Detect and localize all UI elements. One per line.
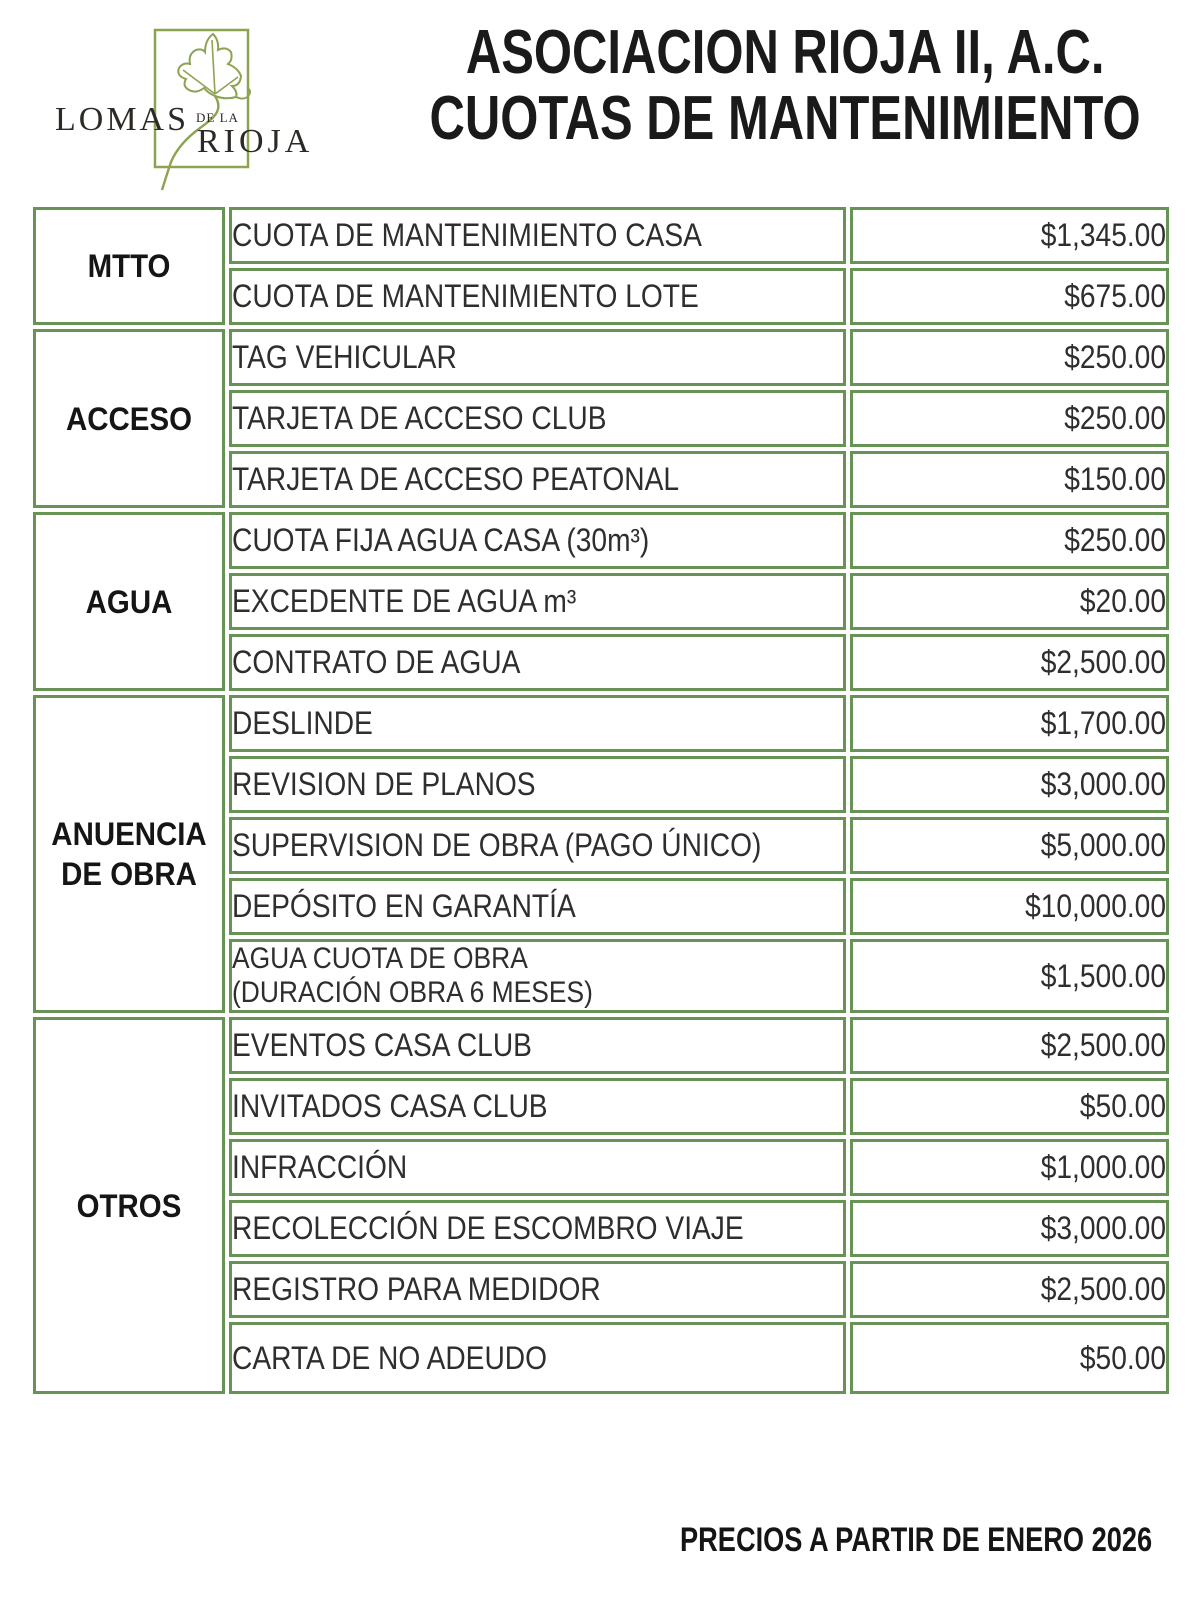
logo-word-rioja: RIOJA [197,123,314,160]
fee-price-cell [850,207,1169,264]
fee-label-cell [229,817,846,874]
fee-label: CONTRATO DE AGUA [232,644,521,680]
fee-label: EXCEDENTE DE AGUA m³ [232,583,577,619]
header [0,0,1200,203]
category-label: ACCESO [66,400,192,437]
logo-word-lomas: LOMAS [55,101,190,138]
fee-price-cell [850,329,1169,386]
fee-price-cell [850,695,1169,752]
fee-row [33,1017,1169,1074]
fee-label-cell [229,1078,846,1135]
category-cell-agua [33,512,225,691]
fee-label-cell [229,634,846,691]
fee-price: $250.00 [1064,400,1166,436]
logo-word-de-la: DE LA [196,110,239,125]
fee-label: DESLINDE [232,705,373,741]
category-cell-otros [33,1017,225,1394]
fee-label: CUOTA DE MANTENIMIENTO CASA [232,217,702,253]
category-label: OTROS [76,1187,182,1224]
fee-label-cell [229,1322,846,1394]
category-cell-anuencia-de-obra [33,695,225,1013]
fee-label: CUOTA DE MANTENIMIENTO LOTE [232,278,699,314]
fee-price-cell [850,1078,1169,1135]
fee-price-cell [850,1139,1169,1196]
fee-label-cell [229,756,846,813]
fee-label-cell [229,1139,846,1196]
fee-label: DEPÓSITO EN GARANTÍA [232,888,576,924]
fee-price: $250.00 [1064,522,1166,558]
fee-label-cell [229,512,846,569]
fee-price-cell [850,390,1169,447]
fee-price-cell [850,1017,1169,1074]
fee-label: TARJETA DE ACCESO CLUB [232,400,607,436]
category-label: ANUENCIA DE OBRA [51,816,207,892]
fee-label-line2: (DURACIÓN OBRA 6 MESES) [232,976,593,1009]
fee-label: INFRACCIÓN [232,1149,408,1185]
page-title: CUOTAS DE MANTENIMIENTO [429,84,1141,153]
fee-label-cell [229,451,846,508]
fee-label-cell [229,573,846,630]
fee-price-cell [850,634,1169,691]
fee-price-cell [850,512,1169,569]
fee-price: $5,000.00 [1040,827,1166,863]
fee-price-cell [850,1200,1169,1257]
fee-price-cell [850,1261,1169,1318]
fee-label: REGISTRO PARA MEDIDOR [232,1271,601,1307]
fee-label-line1: AGUA CUOTA DE OBRA [232,942,528,975]
fee-price: $3,000.00 [1040,1210,1166,1246]
fee-label-cell [229,1261,846,1318]
fee-price: $2,500.00 [1040,644,1166,680]
fee-price-cell [850,1322,1169,1394]
fee-row [33,695,1169,752]
org-title: ASOCIACION RIOJA II, A.C. [465,18,1105,87]
fee-price-cell [850,451,1169,508]
category-label: MTTO [87,248,171,284]
fee-price-cell [850,756,1169,813]
fee-price: $2,500.00 [1040,1271,1166,1307]
footer-note: PRECIOS A PARTIR DE ENERO 2026 [679,1521,1152,1559]
fee-price: $1,700.00 [1040,705,1166,741]
fee-price: $1,345.00 [1040,217,1166,253]
fee-label-cell [229,207,846,264]
fee-label: RECOLECCIÓN DE ESCOMBRO VIAJE [232,1210,744,1246]
footer [562,1521,1152,1560]
fee-label-cell [229,939,846,1013]
fee-label: CUOTA FIJA AGUA CASA (30m³) [232,522,650,558]
fee-label: REVISION DE PLANOS [232,766,536,802]
fee-label: INVITADOS CASA CLUB [232,1088,548,1124]
fee-label-cell [229,695,846,752]
fee-label-cell [229,1200,846,1257]
fee-row [33,329,1169,386]
fee-price: $10,000.00 [1025,888,1166,924]
fee-row [33,512,1169,569]
fee-label-cell [229,329,846,386]
fee-price-cell [850,878,1169,935]
fee-price: $1,000.00 [1040,1149,1166,1185]
category-cell-mtto [33,207,225,325]
fee-price-cell [850,817,1169,874]
fee-label: TAG VEHICULAR [232,339,457,375]
fee-label-cell [229,878,846,935]
fee-price: $250.00 [1064,339,1166,375]
category-label: AGUA [85,583,173,620]
fees-table [29,203,1173,1398]
fee-label-two-line [232,942,770,1010]
lomas-de-la-rioja-logo [0,0,340,205]
fee-label-cell [229,1017,846,1074]
fee-price: $1,500.00 [1040,957,1166,994]
fee-price-cell [850,573,1169,630]
fee-price: $20.00 [1079,583,1166,619]
fee-label-cell [229,268,846,325]
category-cell-acceso [33,329,225,508]
fee-price: $50.00 [1079,1339,1166,1376]
fee-price: $3,000.00 [1040,766,1166,802]
fee-label-cell [229,390,846,447]
fee-label: EVENTOS CASA CLUB [232,1027,532,1063]
fee-row [33,207,1169,264]
fee-price: $150.00 [1064,461,1166,497]
fee-label: TARJETA DE ACCESO PEATONAL [232,461,680,497]
title-block [400,20,1170,152]
fee-price: $2,500.00 [1040,1027,1166,1063]
fee-label: CARTA DE NO ADEUDO [232,1339,548,1376]
fee-price: $50.00 [1079,1088,1166,1124]
fee-price-cell [850,939,1169,1013]
fee-price-cell [850,268,1169,325]
fee-label: SUPERVISION DE OBRA (PAGO ÚNICO) [232,827,762,863]
logo-leaf-icon [178,34,241,98]
fee-price: $675.00 [1064,278,1166,314]
